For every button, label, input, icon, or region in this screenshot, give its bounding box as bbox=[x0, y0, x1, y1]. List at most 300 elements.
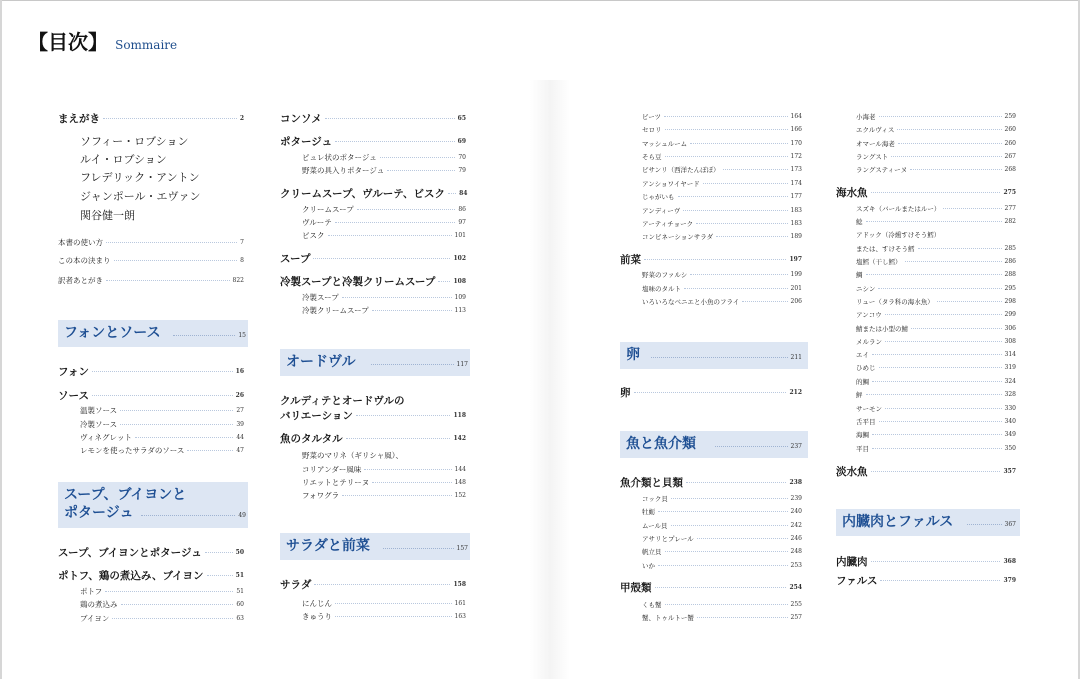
entry-page: 65 bbox=[457, 114, 466, 122]
dot-leader bbox=[664, 116, 788, 117]
toc-entry[interactable] bbox=[856, 295, 1016, 307]
toc-entry[interactable] bbox=[836, 554, 1016, 568]
entry-page: 197 bbox=[789, 255, 802, 263]
toc-entry[interactable] bbox=[620, 252, 802, 266]
entry-label: ピュレ状のポタージュ bbox=[302, 152, 377, 162]
toc-entry[interactable] bbox=[58, 568, 244, 582]
entry-label: コリアンダー風味 bbox=[302, 464, 362, 474]
dot-leader bbox=[937, 301, 1002, 302]
dot-leader bbox=[106, 280, 230, 281]
toc-entry[interactable] bbox=[856, 415, 1016, 427]
dot-leader bbox=[879, 421, 1002, 422]
entry-label: ラングスト bbox=[856, 152, 889, 161]
dot-leader bbox=[328, 235, 452, 236]
dot-leader bbox=[880, 580, 1000, 581]
dot-leader bbox=[665, 129, 788, 130]
entry-label: クリームスープ、ヴルーテ、ビスク bbox=[280, 187, 446, 200]
toc-entry[interactable] bbox=[856, 282, 1016, 294]
entry-label: くも蟹 bbox=[642, 600, 662, 609]
toc-entry[interactable] bbox=[836, 573, 1016, 587]
dot-leader bbox=[92, 395, 233, 396]
entry-label: きゅうり bbox=[302, 611, 332, 621]
dot-leader bbox=[103, 118, 237, 119]
entry-page: 164 bbox=[790, 112, 802, 120]
toc-entry[interactable] bbox=[642, 598, 802, 610]
dot-leader bbox=[723, 169, 788, 170]
entry-page: 109 bbox=[454, 293, 466, 301]
dot-leader bbox=[665, 551, 788, 552]
toc-entry[interactable] bbox=[620, 580, 802, 594]
entry-page: 255 bbox=[790, 600, 802, 608]
toc-entry[interactable] bbox=[642, 110, 802, 122]
chapter-leader bbox=[170, 332, 246, 339]
entry-page: 142 bbox=[453, 434, 466, 442]
entry-page: 86 bbox=[458, 205, 466, 213]
entry-page: 27 bbox=[236, 406, 244, 414]
entry-label: 甲殻類 bbox=[620, 581, 652, 594]
entry-label: メルラン bbox=[856, 337, 882, 346]
entry-page: 267 bbox=[1004, 152, 1016, 160]
entry-label: ビーツ bbox=[642, 112, 661, 121]
toc-entry[interactable] bbox=[80, 585, 244, 597]
entry-label: 塩鱈（干し鱈） bbox=[856, 257, 902, 266]
dot-leader bbox=[872, 381, 1002, 382]
entry-page: 257 bbox=[790, 613, 802, 621]
dot-leader bbox=[342, 495, 451, 496]
entry-page: 260 bbox=[1004, 125, 1016, 133]
entry-label: 野菜のマリネ（ギリシャ風）、 bbox=[302, 450, 403, 460]
entry-page: 144 bbox=[454, 465, 466, 473]
dot-leader bbox=[897, 129, 1001, 130]
entry-label: ヴィネグレット bbox=[80, 432, 132, 442]
entry-label: クリームスープ bbox=[302, 204, 354, 214]
dot-leader bbox=[357, 209, 456, 210]
dot-leader bbox=[120, 424, 233, 425]
toc-entry[interactable] bbox=[280, 111, 466, 125]
entry-page: 163 bbox=[454, 612, 466, 620]
toc-entry[interactable] bbox=[856, 348, 1016, 360]
toc-entry[interactable] bbox=[642, 268, 802, 280]
toc-entry[interactable] bbox=[856, 388, 1016, 400]
toc-entry[interactable] bbox=[856, 123, 1016, 135]
toc-entry[interactable] bbox=[280, 431, 466, 445]
toc-entry[interactable] bbox=[856, 322, 1016, 334]
toc-entry[interactable] bbox=[856, 110, 1016, 122]
toc-entry[interactable] bbox=[642, 505, 802, 517]
toc-entry[interactable] bbox=[642, 532, 802, 544]
entry-page: 357 bbox=[1003, 467, 1016, 475]
entry-page: 298 bbox=[1004, 297, 1016, 305]
entry-label: サラダ bbox=[280, 578, 312, 591]
dot-leader bbox=[380, 157, 456, 158]
toc-entry[interactable] bbox=[642, 137, 802, 149]
entry-label: 魚のタルタル bbox=[280, 432, 343, 445]
dot-leader bbox=[658, 565, 788, 566]
chapter-leader bbox=[712, 443, 802, 450]
entry-label: 野菜のファルシ bbox=[642, 270, 688, 279]
chapter-page: 367 bbox=[1004, 521, 1016, 528]
dot-leader bbox=[872, 354, 1002, 355]
dot-leader bbox=[871, 561, 1001, 562]
toc-entry[interactable] bbox=[620, 475, 802, 489]
chapter-leader bbox=[368, 361, 468, 368]
entry-label: にんじん bbox=[302, 598, 332, 608]
chapter-page: 211 bbox=[790, 354, 802, 361]
toc-entry[interactable] bbox=[836, 185, 1016, 199]
author-name: ルイ・ロブション bbox=[80, 153, 167, 166]
toc-entry[interactable] bbox=[856, 202, 1016, 214]
dot-leader bbox=[871, 192, 1001, 193]
entry-label: 鮃 bbox=[856, 390, 863, 399]
toc-entry[interactable] bbox=[80, 404, 244, 416]
entry-label: 温製ソース bbox=[80, 405, 118, 415]
entry-page: 239 bbox=[790, 494, 802, 502]
toc-entry[interactable] bbox=[80, 612, 244, 624]
toc-entry[interactable] bbox=[280, 251, 466, 265]
entry-label: ムール貝 bbox=[642, 521, 668, 530]
entry-page: 206 bbox=[790, 297, 802, 305]
dot-leader bbox=[671, 498, 788, 499]
dot-leader bbox=[665, 604, 788, 605]
entry-label: 冷製スープ bbox=[302, 292, 339, 302]
entry-label: 鯖または小型の鯖 bbox=[856, 324, 908, 333]
entry-page: 113 bbox=[454, 306, 466, 314]
entry-page: 7 bbox=[240, 238, 244, 246]
entry-label: 帆立貝 bbox=[642, 547, 662, 556]
toc-entry[interactable] bbox=[856, 137, 1016, 149]
toc-entry[interactable] bbox=[280, 134, 466, 148]
entry-label: アンディーヴ bbox=[642, 206, 681, 215]
entry-page: 282 bbox=[1004, 217, 1016, 225]
entry-page: 268 bbox=[1004, 165, 1016, 173]
entry-page: 314 bbox=[1004, 350, 1016, 358]
entry-page: 254 bbox=[789, 583, 802, 591]
entry-label: スープ、ブイヨンとポタージュ bbox=[58, 546, 202, 559]
toc-entry[interactable] bbox=[642, 123, 802, 135]
dot-leader bbox=[943, 208, 1001, 209]
chapter-leader bbox=[964, 521, 1016, 528]
entry-label: 海鯛 bbox=[856, 430, 869, 439]
toc-entry[interactable] bbox=[642, 611, 802, 623]
dot-leader bbox=[342, 297, 452, 298]
dot-leader bbox=[356, 415, 451, 416]
dot-leader bbox=[658, 511, 788, 512]
toc-entry[interactable] bbox=[302, 489, 466, 501]
toc-entry[interactable] bbox=[856, 361, 1016, 373]
entry-page: 324 bbox=[1004, 377, 1016, 385]
chapter-heading[interactable] bbox=[58, 482, 248, 528]
dot-leader bbox=[313, 258, 450, 259]
dot-leader bbox=[438, 281, 450, 282]
dot-leader bbox=[690, 143, 787, 144]
dot-leader bbox=[114, 260, 238, 261]
toc-entry[interactable] bbox=[642, 545, 802, 557]
toc-entry[interactable] bbox=[302, 304, 466, 316]
toc-entry[interactable] bbox=[642, 230, 802, 242]
chapter-leader bbox=[138, 512, 246, 519]
entry-label: 冷製スープと冷製クリームスープ bbox=[280, 275, 436, 288]
toc-entry[interactable] bbox=[58, 364, 244, 378]
entry-label: 野菜の具入りポタージュ bbox=[302, 165, 385, 175]
entry-page: 69 bbox=[457, 137, 466, 145]
entry-page: 242 bbox=[790, 521, 802, 529]
toc-entry[interactable] bbox=[642, 150, 802, 162]
dot-leader bbox=[335, 222, 456, 223]
entry-page: 161 bbox=[454, 599, 466, 607]
entry-label: フォン bbox=[58, 365, 89, 378]
toc-entry[interactable] bbox=[856, 335, 1016, 347]
toc-entry[interactable] bbox=[280, 274, 466, 288]
toc-entry[interactable] bbox=[302, 216, 466, 228]
toc-entry[interactable] bbox=[856, 268, 1016, 280]
toc-entry[interactable] bbox=[280, 393, 466, 407]
chapter-title: 卵 bbox=[626, 347, 640, 363]
toc-entry[interactable] bbox=[302, 449, 466, 461]
entry-label: クルディテとオードヴルの bbox=[280, 394, 405, 407]
entry-label: リエットとテリーヌ bbox=[302, 477, 370, 487]
toc-entry[interactable] bbox=[80, 418, 244, 430]
toc-entry[interactable] bbox=[280, 186, 466, 200]
entry-page: 118 bbox=[453, 411, 466, 419]
entry-label: いろいろなベニエと小魚のフライ bbox=[642, 297, 740, 306]
dot-leader bbox=[644, 259, 786, 260]
toc-entry[interactable] bbox=[856, 150, 1016, 162]
toc-entry[interactable] bbox=[302, 291, 466, 303]
dot-leader bbox=[866, 221, 1002, 222]
entry-label: コンビネーションサラダ bbox=[642, 232, 714, 241]
dot-leader bbox=[879, 367, 1002, 368]
entry-page: 822 bbox=[232, 276, 244, 284]
toc-entry[interactable] bbox=[856, 308, 1016, 320]
author-name: 関谷健一朗 bbox=[80, 209, 135, 222]
chapter-title: 魚と魚介類 bbox=[626, 436, 696, 452]
chapter-page: 117 bbox=[456, 361, 468, 368]
book-gutter bbox=[530, 80, 570, 679]
dot-leader bbox=[448, 193, 456, 194]
entry-page: 340 bbox=[1004, 417, 1016, 425]
entry-page: 260 bbox=[1004, 139, 1016, 147]
entry-label: エクルヴィス bbox=[856, 125, 895, 134]
toc-entry[interactable] bbox=[280, 577, 466, 591]
toc-entry[interactable] bbox=[302, 229, 466, 241]
dot-leader bbox=[683, 210, 787, 211]
toc-entry[interactable] bbox=[856, 442, 1016, 454]
toc-entry[interactable] bbox=[302, 164, 466, 176]
entry-page: 108 bbox=[453, 277, 466, 285]
entry-label: サーモン bbox=[856, 404, 882, 413]
toc-entry[interactable] bbox=[836, 464, 1016, 478]
entry-label: ファルス bbox=[836, 574, 878, 587]
entry-page: 285 bbox=[1004, 244, 1016, 252]
toc-entry[interactable] bbox=[642, 190, 802, 202]
toc-entry[interactable] bbox=[58, 545, 244, 559]
toc-entry[interactable] bbox=[642, 163, 802, 175]
toc-entry[interactable] bbox=[302, 610, 466, 622]
entry-label: 鶏の煮込み bbox=[80, 599, 118, 609]
chapter-page: 15 bbox=[238, 332, 246, 339]
chapter-title: フォンとソース bbox=[64, 325, 161, 341]
dot-leader bbox=[885, 341, 1002, 342]
entry-label: アンコウ bbox=[856, 310, 882, 319]
entry-label: バリエーション bbox=[280, 409, 353, 422]
entry-page: 295 bbox=[1004, 284, 1016, 292]
entry-label: ヴルーテ bbox=[302, 217, 332, 227]
dot-leader bbox=[716, 236, 787, 237]
entry-page: 350 bbox=[1004, 444, 1016, 452]
dot-leader bbox=[106, 242, 237, 243]
dot-leader bbox=[364, 469, 451, 470]
dot-leader bbox=[878, 288, 1001, 289]
entry-page: 330 bbox=[1004, 404, 1016, 412]
dot-leader bbox=[112, 618, 233, 619]
toc-entry[interactable] bbox=[302, 463, 466, 475]
top-border bbox=[0, 0, 1080, 1]
toc-entry[interactable] bbox=[58, 236, 244, 248]
toc-entry[interactable] bbox=[856, 375, 1016, 387]
toc-entry[interactable] bbox=[642, 519, 802, 531]
entry-page: 277 bbox=[1004, 204, 1016, 212]
page-title bbox=[28, 26, 177, 55]
toc-entry[interactable] bbox=[642, 204, 802, 216]
entry-page: 26 bbox=[235, 391, 244, 399]
toc-entry[interactable] bbox=[856, 228, 1016, 240]
entry-page: 240 bbox=[790, 507, 802, 515]
dot-leader bbox=[684, 288, 788, 289]
entry-label: 小海老 bbox=[856, 112, 876, 121]
toc-entry[interactable] bbox=[80, 598, 244, 610]
dot-leader bbox=[655, 587, 787, 588]
toc-entry[interactable] bbox=[642, 177, 802, 189]
entry-page: 8 bbox=[240, 256, 244, 264]
dot-leader bbox=[891, 156, 1001, 157]
chapter-page: 157 bbox=[456, 545, 468, 552]
entry-label: そら豆 bbox=[642, 152, 662, 161]
toc-entry[interactable] bbox=[280, 408, 466, 422]
entry-label: 蟹、トゥルトー蟹 bbox=[642, 613, 694, 622]
chapter-title-line2: ポタージュ bbox=[64, 505, 134, 521]
toc-entry[interactable] bbox=[642, 295, 802, 307]
entry-page: 189 bbox=[790, 232, 802, 240]
dot-leader bbox=[905, 261, 1002, 262]
dot-leader bbox=[335, 603, 452, 604]
dot-leader bbox=[387, 170, 455, 171]
toc-entry[interactable] bbox=[642, 217, 802, 229]
toc-entry[interactable] bbox=[620, 385, 802, 399]
entry-label: ポトフ、鶏の煮込み、ブイヨン bbox=[58, 569, 204, 582]
toc-entry[interactable] bbox=[58, 388, 244, 402]
dot-leader bbox=[866, 394, 1002, 395]
entry-page: 47 bbox=[236, 446, 244, 454]
entry-label: 鯛 bbox=[856, 270, 863, 279]
entry-label: 淡水魚 bbox=[836, 465, 868, 478]
toc-entry[interactable] bbox=[302, 203, 466, 215]
entry-page: 51 bbox=[235, 571, 244, 579]
toc-entry[interactable] bbox=[642, 559, 802, 571]
entry-page: 60 bbox=[236, 600, 244, 608]
title-french: Sommaire bbox=[115, 38, 178, 52]
dot-leader bbox=[911, 328, 1002, 329]
entry-page: 79 bbox=[458, 166, 466, 174]
chapter-title-line1: スープ、ブイヨンと bbox=[64, 487, 187, 503]
toc-entry[interactable] bbox=[58, 274, 244, 286]
toc-entry[interactable] bbox=[302, 597, 466, 609]
chapter-title: サラダと前菜 bbox=[286, 538, 370, 554]
toc-entry[interactable] bbox=[856, 255, 1016, 267]
dot-leader bbox=[325, 118, 455, 119]
toc-entry[interactable] bbox=[80, 431, 244, 443]
entry-label: ビスク bbox=[302, 230, 325, 240]
entry-label: 前菜 bbox=[620, 253, 641, 266]
entry-label: エイ bbox=[856, 350, 869, 359]
entry-label: コック貝 bbox=[642, 494, 668, 503]
title-japanese: 【目次】 bbox=[28, 30, 108, 54]
entry-label: 舌平目 bbox=[856, 417, 876, 426]
dot-leader bbox=[346, 438, 451, 439]
entry-label: アドック（冷燻すけそう鱈） bbox=[856, 230, 941, 239]
toc-entry[interactable] bbox=[642, 282, 802, 294]
entry-label: じゃがいも bbox=[642, 192, 675, 201]
toc-entry[interactable] bbox=[856, 215, 1016, 227]
entry-label: 卵 bbox=[620, 386, 631, 399]
entry-label: 海水魚 bbox=[836, 186, 868, 199]
entry-page: 70 bbox=[458, 153, 466, 161]
toc-entry[interactable] bbox=[856, 402, 1016, 414]
entry-page: 199 bbox=[790, 270, 802, 278]
toc-entry[interactable] bbox=[856, 242, 1016, 254]
dot-leader bbox=[866, 274, 1002, 275]
chapter-title: 内臓肉とファルス bbox=[842, 514, 954, 530]
entry-page: 166 bbox=[790, 125, 802, 133]
entry-label: 鯰 bbox=[856, 217, 863, 226]
chapter-page: 237 bbox=[790, 443, 802, 450]
entry-label: スズキ（バールまたはルー） bbox=[856, 204, 941, 213]
toc-entry[interactable] bbox=[302, 476, 466, 488]
entry-label: オマール海老 bbox=[856, 139, 895, 148]
entry-label: スープ bbox=[280, 252, 311, 265]
entry-label: 平目 bbox=[856, 444, 869, 453]
dot-leader bbox=[121, 604, 234, 605]
entry-page: 368 bbox=[1003, 557, 1016, 565]
dot-leader bbox=[207, 575, 233, 576]
dot-leader bbox=[335, 616, 452, 617]
toc-entry[interactable] bbox=[58, 111, 244, 125]
dot-leader bbox=[120, 410, 233, 411]
entry-page: 349 bbox=[1004, 430, 1016, 438]
entry-label: 的鯛 bbox=[856, 377, 869, 386]
author-name: ソフィー・ロブション bbox=[80, 135, 189, 148]
toc-entry[interactable] bbox=[58, 254, 244, 266]
entry-page: 173 bbox=[790, 165, 802, 173]
dot-leader bbox=[372, 482, 451, 483]
dot-leader bbox=[885, 314, 1002, 315]
entry-page: 174 bbox=[790, 179, 802, 187]
toc-entry[interactable] bbox=[856, 163, 1016, 175]
dot-leader bbox=[187, 450, 233, 451]
entry-label: ソース bbox=[58, 389, 89, 402]
entry-page: 286 bbox=[1004, 257, 1016, 265]
entry-page: 248 bbox=[790, 547, 802, 555]
toc-entry[interactable] bbox=[642, 492, 802, 504]
toc-entry[interactable] bbox=[80, 444, 244, 456]
chapter-page: 49 bbox=[238, 512, 246, 519]
entry-page: 319 bbox=[1004, 363, 1016, 371]
entry-page: 170 bbox=[790, 139, 802, 147]
entry-page: 183 bbox=[790, 219, 802, 227]
toc-entry[interactable] bbox=[856, 428, 1016, 440]
toc-entry[interactable] bbox=[302, 151, 466, 163]
dot-leader bbox=[910, 169, 1001, 170]
entry-label: または、すけそう鱈 bbox=[856, 244, 915, 253]
